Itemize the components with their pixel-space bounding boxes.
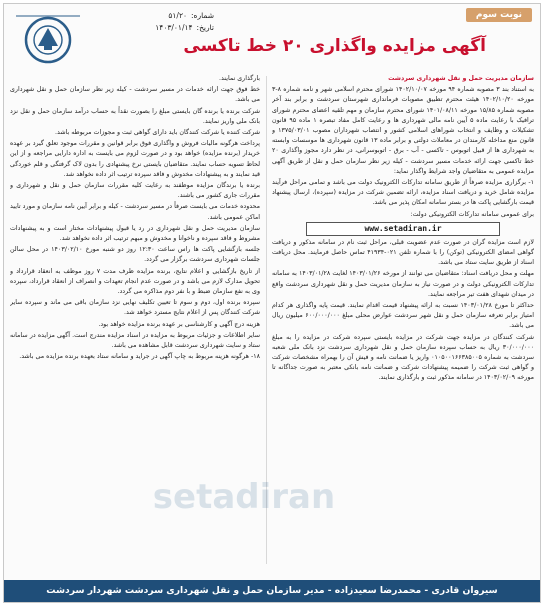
right_column-paragraph: به استناد بند ۳ مصوبه شماره ۹۴ مورخه ۱۴۰۲/۱۰/۰۷ شورای محترم اسلامی شهر و نامه شماره ۸-۳ مورخه ۱۴۰۲/۱۰/۲۰ هیئت محترم تطبیق مصوبات فرمانداری شهرستان سردشت و برابر بند آخر مصوبه شماره ۱۵/۸۵ مورخه ۱۴۰۱/۰۸/۱۱ شورای محترم سازمان و مهم تلقیه اعضای محترم شورای ترافیک با رعایت ماده ۵ آیین نامه مالی شهرداری ها و رعایت کامل مفاد تبصره ۱ ماده ۹۵ قانون تشکیلات و وظایف و انتخاب شوراهای اسلامی کشور و انتصاب شهرداران مصوب ۱۳۷۵/۰۳/۰۱ و قانون منع مداخله کارمندان در معاملات دولتی و برابر ماده ۱۳ قانون شهرداری ها موسسات وابسته به شهرداری ها از قبیل اتوبوس - تاکسی - آب - برق - اتوبوسرانی، در نظر دارد مجوز واگذاری ۲۰ خط تاکسی جهت ارائه خدمات مسیر سردشت - کیله زیر نظر سازمان حمل و نقل از طریق آگهی مزایده عمومی به متقاضیان واجد شرایط واگذار نماید: bbox=[272, 86, 534, 175]
watermark-text: setadiran bbox=[152, 477, 336, 517]
right_column-paragraph: شرکت کنندگان در مزایده جهت شرکت در مزایده بایستی سپرده شرکت در مزایده را به مبلغ ۳۰/۰۰۰/۰۰۰ ریال به حساب سپرده سازمان حمل و نقل شهرداری سردشت نزد بانک ملی شعبه سردشت به شماره ۰۱۰۵۰۰۱۶۶۳۸۵۰۰۵ واریز یا ضمانت نامه و فیش آن را بهمراه مشخصات شرکت و گواهی ثبت شرکت را ضمیمه پیشنهادات شرکت و ضمانت نامه بانکی معتبر به صورت جداگانه تا مورخه ۱۴۰۳/۰۲/۰۹ در سامانه مذکور ثبت و بارگذاری نمایند. bbox=[272, 333, 534, 382]
organization-logo-icon bbox=[8, 8, 88, 68]
signature-footer: سیروان قادری - محمدرضا سعیدزاده - مدیر سازمان حمل و نقل شهرداری سردشت شهردار سردشت bbox=[4, 580, 540, 602]
left_column-paragraph: سایر اطلاعات و جزئیات مربوط به مزایده در اسناد مزایده مندرج است. آگهی مزایده در سامانه ستاد و سایت شهرداری سردشت قابل مشاهده می باشد. bbox=[10, 331, 260, 350]
left_column-paragraph: محدوده خدمات می بایست صرفاً در مسیر سردشت - کیله و برابر آیین نامه سازمان و مورد تایید اماکن عمومی باشد. bbox=[10, 203, 260, 221]
notice-body bbox=[10, 74, 534, 568]
right_column-paragraph: لازم است مزایده گران در صورت عدم عضویت قبلی، مراحل ثبت نام در سامانه مذکور و دریافت گواهی امضای الکترونیکی (توکن) را با شماره تلفن ۰۲۱-۴۱۹۳۴ تماس حاصل فرمایند. محل دریافت اسناد از طریق سایت ستاد می باشد. bbox=[272, 238, 534, 267]
right_column-paragraph: مهلت و محل دریافت اسناد: متقاضیان می توانند از مورخه ۱۴۰۳/۰۱/۲۶ لغایت ۱۴۰۳/۰۱/۲۸ به سامانه تدارکات الکترونیکی دولت و در صورت نیاز به سازمان مدیریت حمل و نقل شهرداری سردشت واقع در میدان شهدای هفت تیر مراجعه نمایند. bbox=[272, 270, 534, 298]
notice-sheet bbox=[3, 3, 541, 603]
notice-meta bbox=[94, 10, 214, 34]
notice-number-row bbox=[94, 10, 214, 22]
column-divider bbox=[266, 76, 267, 564]
right_column-paragraph: ۱- برگزاری مزایده صرفاً از طریق سامانه تدارکات الکترونیک دولت می باشد و تمامی مراحل فرآیند مزایده شامل خرید و دریافت اسناد مزایده، ارائه تضمین شرکت در مزایده (سپرده)، ارسال پیشنهاد قیمت بارگشایی پاکت ها در بستر سامانه امکان پذیر می باشد. bbox=[272, 179, 534, 207]
notice-number-value: ۵۱/۲۰ bbox=[168, 11, 188, 20]
left_column-paragraph: شرکت برنده یا برنده گان بایستی مبلغ را بصورت نقداً به حساب درآمد سازمان حمل و نقل نزد بانک ملی واریز نمایند. bbox=[10, 107, 260, 125]
left_column-paragraph: از تاریخ بازگشایی و اعلام نتایج، برنده مزایده ظرف مدت ۷ روز موظف به انعقاد قرارداد و تحویل مدارک لازم می باشد و در صورت عدم انجام تعهدات و انصراف از انعقاد قرارداد، سپرده وی به نفع سازمان ضبط و با نفر دوم مذاکره می گردد. bbox=[10, 267, 260, 296]
right_column-paragraph: حداکثر تا مورخ ۱۴۰۳/۰۱/۲۸ نسبت به ارائه پیشنهاد قیمت اقدام نمایند. قیمت پایه واگذاری هر کدام امتیاز برابر تعرفه سازمان حمل و نقل شهر سردشت عوارض محلی مبلغ ۶۰۰/۰۰۰/۰۰۰ میلیون ریال می باشد. bbox=[272, 302, 534, 330]
right-column bbox=[272, 74, 534, 568]
notice-date-label: تاریخ: bbox=[196, 23, 214, 32]
publication-round-badge: نوبت سوم bbox=[466, 8, 532, 22]
left_column-paragraph: ۱۸- هرگونه هزینه مربوط به چاپ آگهی در جراید و سامانه ستاد بعهده برنده مزایده می باشد. bbox=[19, 353, 260, 361]
setad-url-link[interactable]: www.setadiran.ir bbox=[306, 222, 500, 236]
notice-date-row bbox=[94, 22, 214, 34]
left_column-paragraph: سازمان مدیریت حمل و نقل شهرداری در رد یا قبول پیشنهادات مختار است و به پیشنهادات مشروط و فاقد سپرده و ناخوانا و مخدوش و مبهم ترتیب اثر داده نخواهد شد. bbox=[10, 224, 260, 243]
left_column-paragraph: هزینه درج آگهی و کارشناسی بر عهده برنده مزایده خواهد بود. bbox=[98, 320, 260, 328]
notice-date-value: ۱۴۰۳/۰۱/۱۴ bbox=[155, 23, 193, 32]
left_column-paragraph: سپرده برنده اول، دوم و سوم تا تعیین تکلیف نهایی نزد سازمان باقی می ماند و سپرده سایر شرکت کنندگان پس از اعلام نتایج مسترد خواهد شد. bbox=[10, 299, 260, 317]
left_column-paragraph: بارگذاری نمایند. bbox=[218, 75, 260, 82]
left_column-paragraph: پرداخت هرگونه مالیات فروش و واگذاری فوق برابر قوانین و مقررات موجود تعلق گیرد بر عهده خریدار (برنده مزایده) خواهد بود و در صورت لزوم می بایست به اداره دارایی مراجعه و از این لحاظ تسویه حساب نمایند. متقاضیان بایستی نرخ پیشنهادی را بدون لاک گرفتگی و قلم خوردگی قید نمایند و به پیشنهادات مخدوش و فاقد سپرده ترتیب اثر داده نخواهد شد. bbox=[10, 140, 260, 178]
left-column bbox=[10, 74, 260, 568]
left_column-paragraph: برنده یا برندگان مزایده موظفند به رعایت کلیه مقررات سازمان حمل و نقل و شهرداری و مقررات جاری کشور می باشند. bbox=[10, 182, 260, 200]
left_column-paragraph: جلسه بازگشایی پاکت ها راس ساعت ۱۲:۳۰ روز دو شنبه مورخ ۱۴۰۳/۰۲/۱۰ در محل سالن جلسات شهرداری سردشت برگزار می گردد. bbox=[10, 246, 260, 264]
left_column-paragraph: شرکت کننده یا شرکت کنندگان باید دارای گواهی ثبت و مجوزات مربوطه باشد. bbox=[55, 129, 260, 137]
right_column-paragraph: سازمان مدیریت حمل و نقل شهرداری سردشت bbox=[388, 75, 534, 82]
left_column-paragraph: خط فوق جهت ارائه خدمات در مسیر سردشت - کیله زیر نظر سازمان حمل و نقل شهرداری می باشد. bbox=[10, 86, 260, 104]
right_column-paragraph: برای عمومی سامانه تدارکات الکترونیکی دولت: bbox=[410, 210, 534, 218]
notice-title: آگهی مزایده واگذاری ۲۰ خط تاکسی bbox=[183, 36, 486, 56]
notice-header bbox=[4, 4, 540, 70]
notice-number-label: شماره: bbox=[191, 11, 214, 20]
